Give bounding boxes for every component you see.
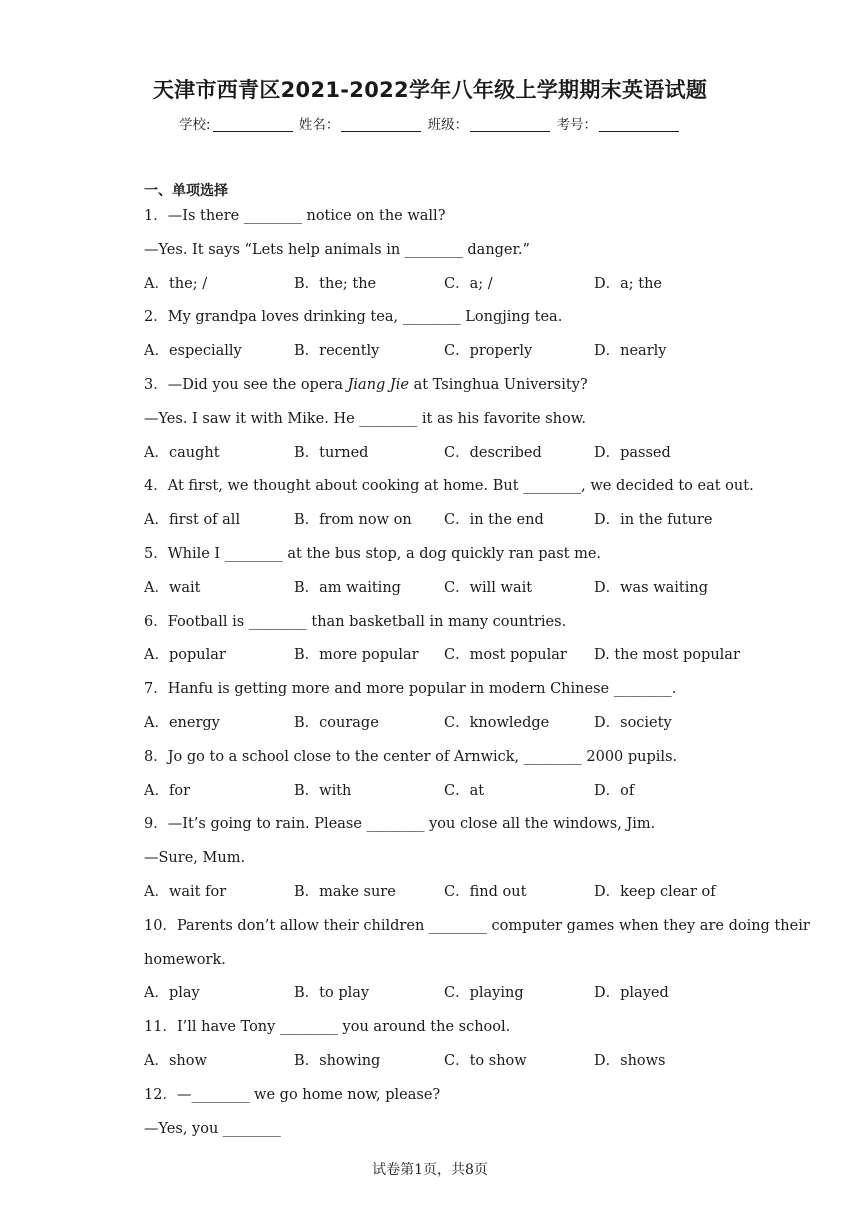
question-9-stem: 9．—It’s going to rain. Please ________ you close all the windows, Jim. <box>144 816 656 833</box>
question-3-stem: 3．—Did you see the opera Jiang Jie at Tsinghua University? <box>144 376 588 393</box>
question-5-option-b[interactable]: B．am waiting <box>294 579 401 596</box>
question-1-option-d[interactable]: D．a; the <box>594 275 663 292</box>
question-5-options <box>144 572 724 606</box>
school-blank[interactable] <box>213 117 293 132</box>
question-2-option-a[interactable]: A．especially <box>144 343 242 360</box>
question-11-options <box>144 1045 724 1079</box>
question-6-option-d[interactable]: D. the most popular <box>594 647 740 664</box>
question-list <box>144 200 810 1146</box>
question-7-option-c[interactable]: C．knowledge <box>444 714 550 731</box>
question-6-option-a[interactable]: A．popular <box>144 647 226 664</box>
question-10-options <box>144 977 724 1011</box>
question-8-option-b[interactable]: B．with <box>294 782 352 799</box>
section-heading: 一、单项选择 <box>144 183 228 199</box>
question-1-option-b[interactable]: B．the; the <box>294 275 377 292</box>
question-3-option-c[interactable]: C．described <box>444 444 542 461</box>
question-2-option-b[interactable]: B．recently <box>294 343 380 360</box>
student-info-line <box>0 113 860 133</box>
school-label: 学校: <box>179 117 211 133</box>
question-1-option-c[interactable]: C．a; / <box>444 275 493 292</box>
question-4-stem: 4．At first, we thought about cooking at home. But ________, we decided to eat out. <box>144 478 754 495</box>
question-11-option-c[interactable]: C．to show <box>444 1052 527 1069</box>
question-2-option-d[interactable]: D．nearly <box>594 343 667 360</box>
question-1-reply: —Yes. It says “Lets help animals in ________ danger.” <box>144 241 530 258</box>
question-5-stem: 5．While I ________ at the bus stop, a dog quickly ran past me. <box>144 545 602 562</box>
question-11-stem: 11．I’ll have Tony ________ you around the school. <box>144 1019 511 1036</box>
question-10-stem: 10．Parents don’t allow their children ________ computer games when they are doing their <box>144 917 810 934</box>
exam-number-label: 考号： <box>556 117 597 133</box>
question-1-stem: 1．—Is there ________ notice on the wall? <box>144 208 446 224</box>
question-5-option-c[interactable]: C．will wait <box>444 579 533 596</box>
question-8-option-a[interactable]: A．for <box>144 782 190 799</box>
question-3-option-b[interactable]: B．turned <box>294 444 369 461</box>
question-8-stem: 8．Jo go to a school close to the center of Arnwick, ________ 2000 pupils. <box>144 748 678 765</box>
question-5-option-a[interactable]: A．wait <box>144 579 201 596</box>
question-7-options <box>144 707 724 741</box>
question-7-stem: 7．Hanfu is getting more and more popular in modern Chinese ________. <box>144 681 677 698</box>
question-3-options <box>144 437 724 471</box>
question-9-option-d[interactable]: D．keep clear of <box>594 883 716 900</box>
question-10-stem-cont: homework. <box>144 951 226 968</box>
question-11-option-a[interactable]: A．show <box>144 1052 207 1069</box>
question-3-option-d[interactable]: D．passed <box>594 444 671 461</box>
class-label: 班级： <box>427 117 469 133</box>
question-10-option-c[interactable]: C．playing <box>444 985 524 1002</box>
question-7-option-b[interactable]: B．courage <box>294 714 379 731</box>
question-12-stem: 12．—________ we go home now, please? <box>144 1086 441 1103</box>
question-11-option-d[interactable]: D．shows <box>594 1052 666 1069</box>
question-3-reply: —Yes. I saw it with Mike. He ________ it as his favorite show. <box>144 410 587 427</box>
class-blank[interactable] <box>470 117 550 132</box>
question-2-option-c[interactable]: C．properly <box>444 343 533 360</box>
question-2-stem: 2．My grandpa loves drinking tea, ________ Longjing tea. <box>144 309 563 326</box>
question-9-option-b[interactable]: B．make sure <box>294 883 396 900</box>
question-12-reply: —Yes, you ________ <box>144 1120 281 1137</box>
name-label: 姓名： <box>298 117 340 133</box>
question-5-option-d[interactable]: D．was waiting <box>594 579 709 596</box>
question-7-option-a[interactable]: A．energy <box>144 714 220 731</box>
question-4-option-d[interactable]: D．in the future <box>594 512 713 529</box>
question-9-options <box>144 876 724 910</box>
question-11-option-b[interactable]: B．showing <box>294 1052 381 1069</box>
question-4-option-b[interactable]: B．from now on <box>294 512 412 529</box>
question-4-options <box>144 504 724 538</box>
question-7-option-d[interactable]: D．society <box>594 714 672 731</box>
question-1-option-a[interactable]: A．the; / <box>144 275 208 292</box>
question-10-option-d[interactable]: D．played <box>594 985 669 1002</box>
exam-number-blank[interactable] <box>599 117 679 132</box>
question-8-option-c[interactable]: C．at <box>444 782 485 799</box>
question-4-option-a[interactable]: A．first of all <box>144 512 241 529</box>
question-2-options <box>144 335 724 369</box>
opera-title: Jiang Jie <box>347 376 409 393</box>
question-4-option-c[interactable]: C．in the end <box>444 512 544 529</box>
question-9-option-a[interactable]: A．wait for <box>144 883 227 900</box>
question-9-option-c[interactable]: C．find out <box>444 883 527 900</box>
question-6-options <box>144 639 740 673</box>
question-8-options <box>144 775 724 809</box>
question-3-option-a[interactable]: A．caught <box>144 444 220 461</box>
question-10-option-a[interactable]: A．play <box>144 985 200 1002</box>
page-title: 天津市西青区2021-2022学年八年级上学期期末英语试题 <box>152 78 708 102</box>
question-1-options <box>144 268 724 302</box>
name-blank[interactable] <box>341 117 421 132</box>
question-6-stem: 6．Football is ________ than basketball in many countries. <box>144 613 567 630</box>
question-6-option-b[interactable]: B．more popular <box>294 647 419 664</box>
question-9-reply: —Sure, Mum. <box>144 850 246 867</box>
page-footer: 试卷第1页，共8页 <box>372 1162 488 1178</box>
question-6-option-c[interactable]: C．most popular <box>444 647 567 664</box>
question-10-option-b[interactable]: B．to play <box>294 985 370 1002</box>
question-8-option-d[interactable]: D．of <box>594 782 635 799</box>
